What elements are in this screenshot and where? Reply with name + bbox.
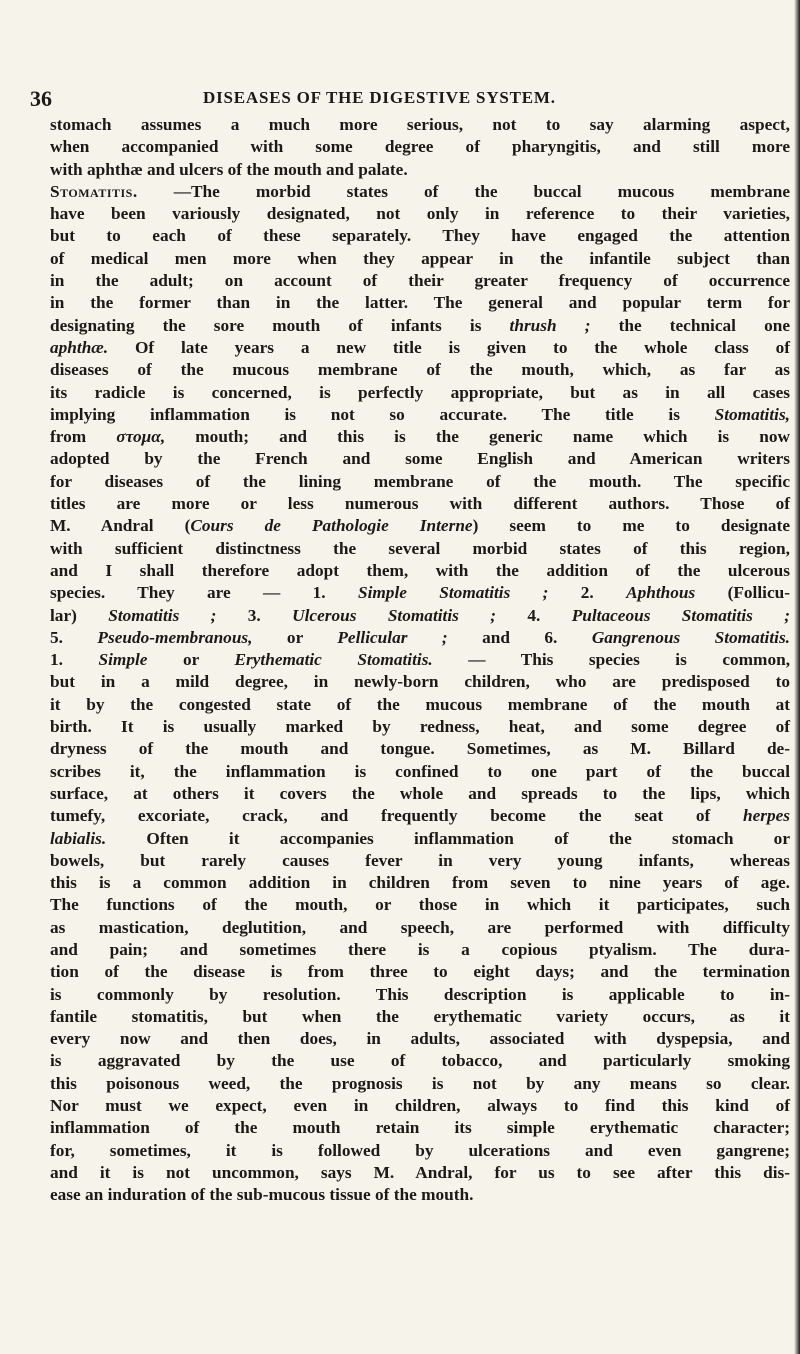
text-line [50, 716, 790, 738]
text-line [50, 315, 790, 337]
text-run: with aphthæ and ulcers of the mouth and palate. [50, 159, 408, 179]
text-line [50, 1095, 790, 1117]
text-run: but in a mild degree, in newly-born children, who are predisposed to [50, 672, 790, 692]
text-line [50, 582, 790, 604]
italic-text: Pseudo-membranous, [97, 627, 253, 647]
text-run: every now and then does, in adults, associated with dyspepsia, and [50, 1029, 790, 1049]
italic-text: labialis. [50, 828, 107, 848]
text-run: — This species is common, [432, 650, 791, 670]
text-run: in the former than in the latter. The general and popular term for [50, 293, 790, 313]
italic-text: Erythematic Stomatitis. [234, 650, 433, 670]
text-run: as mastication, deglutition, and speech, are performed with difficulty [50, 917, 790, 937]
text-line [50, 337, 790, 359]
text-line [50, 203, 790, 225]
text-run: inflammation of the mouth retain its simple erythematic character; [50, 1118, 790, 1138]
text-run: designating the sore mouth of infants is [50, 315, 510, 335]
text-line [50, 605, 790, 627]
text-run: 5. [50, 627, 98, 647]
section-heading: Stomatitis. [50, 181, 138, 201]
italic-text: Simple [98, 650, 148, 670]
text-run: with sufficient distinctness the several morbid states of this region, [50, 538, 790, 558]
text-line [50, 1162, 790, 1184]
text-line [50, 917, 790, 939]
text-run: have been variously designated, not only in reference to their varieties, [50, 204, 790, 224]
text-run: adopted by the French and some English and American writers [50, 449, 790, 469]
text-line [50, 1073, 790, 1095]
text-line [50, 515, 790, 537]
text-line [50, 694, 790, 716]
text-run: Of late years a new title is given to the whole class of [108, 337, 790, 357]
text-run: dryness of the mouth and tongue. Sometimes, as M. Billard de- [50, 739, 790, 759]
text-line [50, 649, 790, 671]
italic-text: thrush ; [509, 315, 591, 335]
text-run: birth. It is usually marked by redness, heat, and some degree of [50, 717, 790, 737]
text-line [50, 159, 790, 181]
text-run: is aggravated by the use of tobacco, and particularly smoking [50, 1051, 790, 1071]
text-line [50, 493, 790, 515]
text-line [50, 1140, 790, 1162]
text-line [50, 136, 790, 158]
text-run: it by the congested state of the mucous membrane of the mouth at [50, 694, 790, 714]
text-line [50, 382, 790, 404]
scan-edge [794, 0, 800, 1354]
text-line [50, 471, 790, 493]
text-line [50, 894, 790, 916]
text-line [50, 961, 790, 983]
text-line [50, 448, 790, 470]
text-run: surface, at others it covers the whole and spreads to the lips, which [50, 783, 790, 803]
text-run: this is a common addition in children from seven to nine years of age. [50, 873, 790, 893]
text-line [50, 1006, 790, 1028]
text-run: 3. [216, 605, 293, 625]
text-run: from [50, 427, 117, 447]
text-run: The functions of the mouth, or those in which it participates, such [50, 895, 790, 915]
text-line [50, 939, 790, 961]
text-line [50, 225, 790, 247]
text-line [50, 828, 790, 850]
text-line [50, 805, 790, 827]
text-line [50, 292, 790, 314]
text-run: tumefy, excoriate, crack, and frequently become the seat of [50, 806, 743, 826]
text-run: 4. [496, 605, 572, 625]
text-run: mouth; and this is the generic name which is now [165, 427, 790, 447]
italic-text: Pellicular ; [337, 627, 448, 647]
italic-text: Stomatitis ; [108, 605, 217, 625]
page-number: 36 [30, 86, 52, 111]
text-run: but to each of these separately. They have engaged the attention [50, 226, 790, 246]
text-run: of medical men more when they appear in the infantile subject than [50, 248, 790, 268]
italic-text: Ulcerous Stomatitis ; [292, 605, 496, 625]
italic-text: στομα, [116, 427, 166, 447]
text-line [50, 1117, 790, 1139]
text-run: diseases of the mucous membrane of the mouth, which, as far as [50, 360, 790, 380]
text-run: Nor must we expect, even in children, always to find this kind of [50, 1096, 790, 1116]
text-line [50, 248, 790, 270]
text-run: is commonly by resolution. This description is applicable to in- [50, 984, 790, 1004]
text-run: fantile stomatitis, but when the erythematic variety occurs, as it [50, 1006, 790, 1026]
text-line [50, 560, 790, 582]
text-run: in the adult; on account of their greater frequency of occurrence [50, 271, 790, 291]
text-run: ) seem to me to designate [472, 516, 790, 536]
text-run: 2. [548, 583, 627, 603]
text-run: or [252, 627, 338, 647]
text-run: implying inflammation is not so accurate. The title is [50, 404, 715, 424]
text-run: tion of the disease is from three to eight days; and the termination [50, 962, 790, 982]
text-run: Often it accompanies inflammation of the stomach or [106, 828, 790, 848]
text-run: ease an induration of the sub-mucous tissue of the mouth. [50, 1185, 474, 1205]
italic-text: aphthæ. [50, 337, 109, 357]
text-line [50, 181, 790, 203]
italic-text: Gangrenous Stomatitis. [591, 627, 790, 647]
italic-text: Stomatitis, [714, 404, 790, 424]
text-run: —The morbid states of the buccal mucous membrane [137, 181, 790, 201]
text-run: (Follicu- [695, 583, 790, 603]
text-run: and 6. [447, 627, 592, 647]
text-line [50, 404, 790, 426]
text-line [50, 538, 790, 560]
text-line [50, 872, 790, 894]
body-text [50, 114, 790, 1207]
text-run: and I shall therefore adopt them, with the addition of the ulcerous [50, 560, 790, 580]
text-line [50, 671, 790, 693]
text-run: 1. [50, 650, 99, 670]
text-line [50, 1028, 790, 1050]
italic-text: Aphthous [626, 583, 696, 603]
text-line [50, 984, 790, 1006]
text-run: or [147, 650, 235, 670]
text-line [50, 850, 790, 872]
text-run: lar) [50, 605, 109, 625]
text-run: when accompanied with some degree of pharyngitis, and still more [50, 137, 790, 157]
text-run: species. They are — 1. [50, 583, 358, 603]
running-head: DISEASES OF THE DIGESTIVE SYSTEM. [203, 88, 556, 107]
text-line [50, 761, 790, 783]
italic-text: Pultaceous Stomatitis ; [571, 605, 790, 625]
text-line [50, 738, 790, 760]
text-run: for, sometimes, it is followed by ulcerations and even gangrene; [50, 1140, 790, 1160]
text-run: stomach assumes a much more serious, not to say alarming aspect, [50, 115, 790, 134]
text-run: M. Andral ( [50, 516, 191, 536]
text-run: this poisonous weed, the prognosis is not by any means so clear. [50, 1073, 790, 1093]
text-line [50, 270, 790, 292]
text-run: and it is not uncommon, says M. Andral, for us to see after this dis- [50, 1162, 790, 1182]
text-run: bowels, but rarely causes fever in very young infants, whereas [50, 850, 790, 870]
text-run: its radicle is concerned, is perfectly appropriate, but as in all cases [50, 382, 790, 402]
text-line [50, 783, 790, 805]
text-run: the technical one [590, 315, 790, 335]
text-line [50, 1184, 790, 1206]
text-run: for diseases of the lining membrane of the mouth. The specific [50, 471, 790, 491]
text-line [50, 359, 790, 381]
text-run: scribes it, the inflammation is confined to one part of the buccal [50, 761, 790, 781]
text-run: titles are more or less numerous with different authors. Those of [50, 494, 790, 514]
text-line [50, 1050, 790, 1072]
italic-text: Simple Stomatitis ; [357, 583, 549, 603]
italic-text: herpes [742, 806, 790, 826]
text-run: and pain; and sometimes there is a copious ptyalism. The dura- [50, 939, 790, 959]
italic-text: Cours de Pathologie Interne [190, 516, 473, 536]
text-line [50, 627, 790, 649]
page-header [30, 86, 770, 114]
text-line [50, 426, 790, 448]
text-line [50, 114, 790, 136]
